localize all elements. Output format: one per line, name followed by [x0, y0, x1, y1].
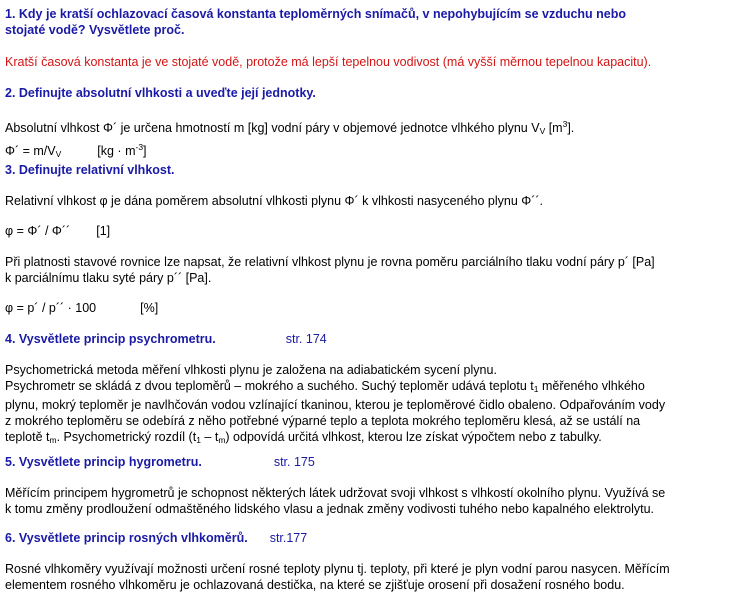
question-5-page-ref: str. 175	[273, 455, 315, 469]
relative-humidity-formula-1: φ = Φ´ / Φ´´ [1]	[5, 224, 111, 238]
relative-humidity-formula-2: φ = p´ / p´´ · 100 [%]	[5, 301, 159, 315]
question-1-heading-line2: stojaté vodě? Vysvětlete proč.	[5, 23, 185, 37]
question-5-heading: 5. Vysvětlete princip hygrometru. str. 175	[5, 455, 315, 469]
question-4-page-ref: str. 174	[285, 332, 327, 346]
question-1-heading	[5, 6, 710, 38]
question-6-page-ref: str.177	[269, 531, 308, 545]
question-3-heading: 3. Definujte relativní vlhkost.	[5, 163, 175, 177]
question-2-answer	[5, 116, 710, 162]
psychrometer-explanation: Psychometrická metoda měření vlhkosti plynu je založena na adiabatickém sycení plynu. Psychrometr se skládá z dvou teploměrů – mokrého a suchého. Suchý teploměr udává teplotu $t_1$ měřeného vlhkého plynu, mokrý teploměr je navlhčován vodou vzlínající tkaninou, kterou je teploměrové čidlo obaleno. Odpařováním vody z mokrého teploměru se odebírá z něho potřebné výparné teplo a teplota mokrého teploměru klesá, až se ustálí na teplotě $t_m$. Psychometrický rozdíl $(t_1 - t_m)$ odpovídá určitá vlhkost, kterou lze získat výpočtem nebo z tabulky.	[5, 363, 666, 445]
absolute-humidity-formula: Φ´ = $m/V_V$ $[kg \cdot m^{-3}]$	[5, 142, 147, 159]
question-1-heading-line1: 1. Kdy je kratší ochlazovací časová konstanta teploměrných snímačů, v nepohybujícím se vzduchu nebo	[5, 7, 627, 21]
question-2-heading: 2. Definujte absolutní vlhkosti a uveďte její jednotky.	[5, 86, 316, 100]
question-6-heading: 6. Vysvětlete princip rosných vlhkoměrů. str.177	[5, 531, 308, 545]
absolute-humidity-definition: Absolutní vlhkost Φ´ je určena hmotností m [kg] vodní páry v objemové jednotce vlhkého plynu $V_V$ $[m^3]$.	[5, 119, 575, 136]
relative-humidity-pressure-text: Při platnosti stavové rovnice lze napsat, že relativní vlhkost plynu je rovna poměru parciálního tlaku vodní páry p´ [Pa] k parciálnímu tlaku syté páry p´´ [Pa].	[5, 255, 655, 285]
question-1-answer: Kratší časová konstanta je ve stojaté vodě, protože má lepší tepelnou vodivost (má vyšší měrnou tepelnou kapacitu).	[5, 55, 652, 69]
relative-humidity-definition: Relativní vlhkost φ je dána poměrem absolutní vlhkosti plynu Φ´ k vlhkosti nasyceného plynu Φ´´.	[5, 194, 544, 208]
hygrometer-explanation: Měřícím principem hygrometrů je schopnost některých látek udržovat svoji vlhkost s vlhkostí okolního plynu. Využívá se k tomu změny prodloužení odmaštěného lidského vlasu a jednak změny vodivosti tuhého nebo kapalného elektrolytu.	[5, 486, 666, 516]
dew-point-hygrometer-explanation: Rosné vlhkoměry využívají možnosti určení rosné teploty plynu tj. teploty, při které je plyn vodní parou nasycen. Měřícím elementem rosného vlhkoměru je ochlazovaná destička, na které se zjišťuje orosení při dosažení rosného bodu.	[5, 562, 670, 592]
question-4-heading: 4. Vysvětlete princip psychrometru. str. 174	[5, 332, 327, 346]
